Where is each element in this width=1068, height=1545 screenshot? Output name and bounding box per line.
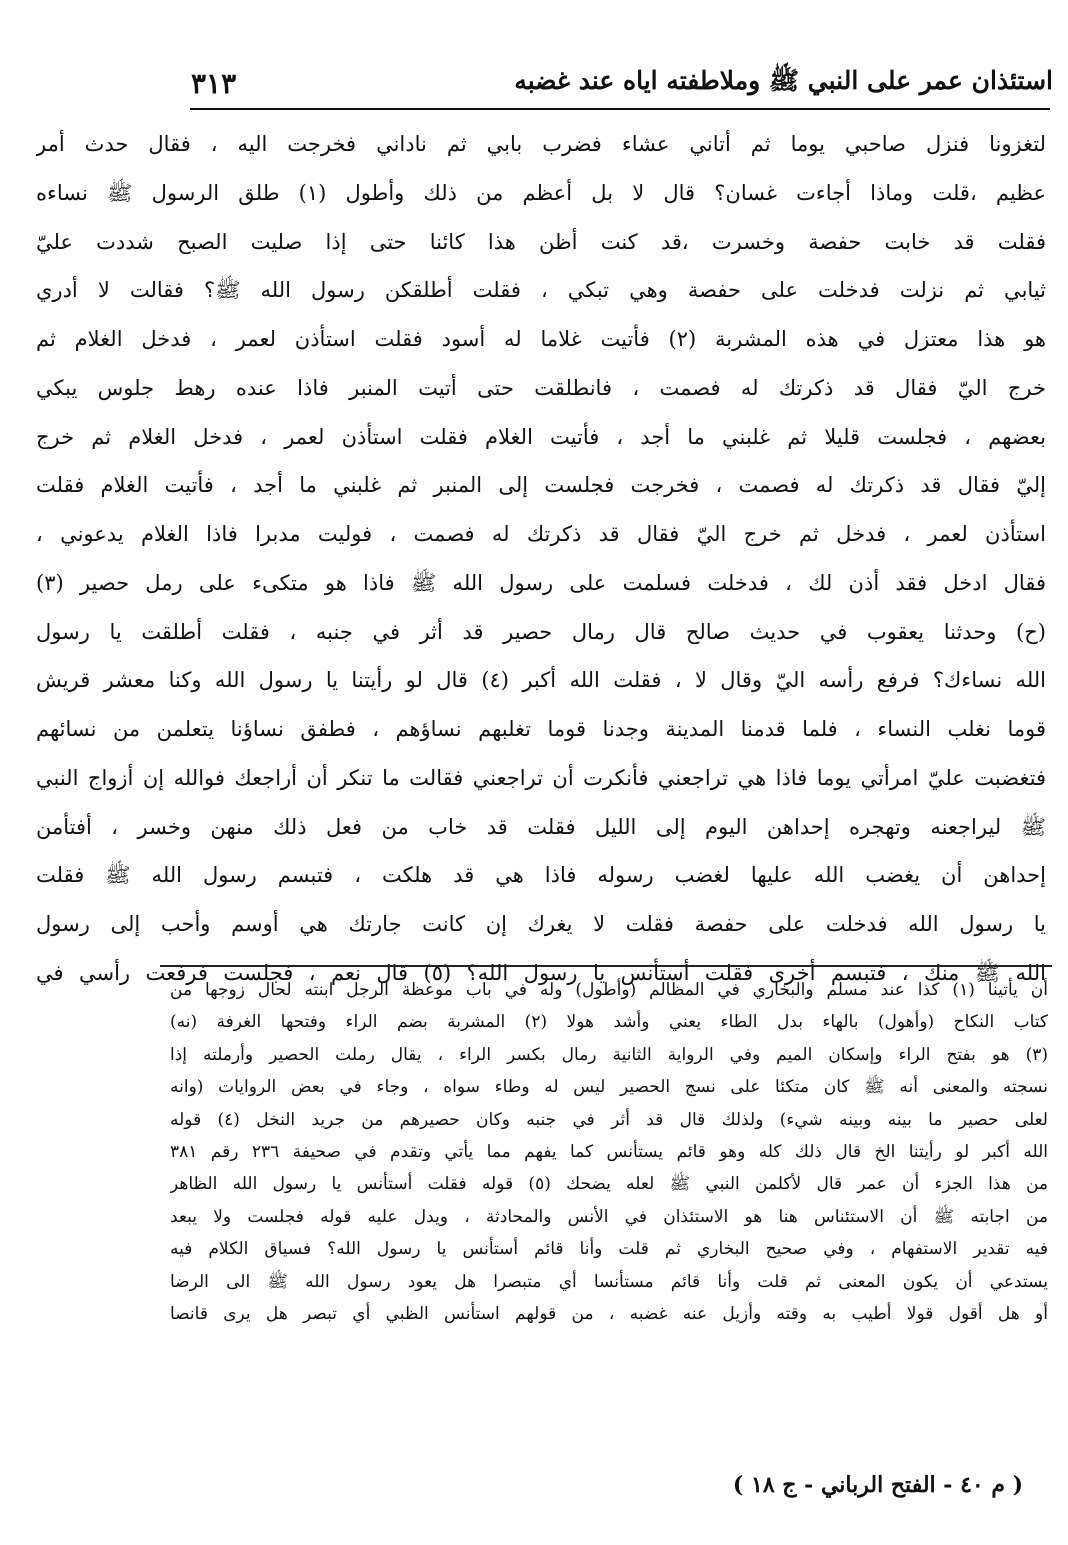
text-line: ﷺ ليراجعنه وتهجره إحداهن اليوم إلى الليل فقلت قد خاب من فعل ذلك منهن وخسر ، أفتأمن [36, 814, 1046, 839]
footnote-line: أو هل أقول قولا أطيب به وقته وأزيل عنه غضبه ، من قولهم استأنس الظبي أي تبصر هل يرى قانصا [170, 1303, 1048, 1324]
text-line: إليّ فقال قد ذكرتك له فصمت ، فخرجت فجلست إلى المنبر ثم غلبني ما أجد ، فأتيت الغلام فقلت [36, 473, 1046, 498]
text-line: استأذن لعمر ، فدخل ثم خرج اليّ فقال قد ذكرتك له فصمت ، فوليت مدبرا فاذا الغلام يدعوني ، [36, 522, 1046, 546]
page-number: ٣١٣ [191, 66, 237, 100]
page-header [185, 56, 1053, 110]
text-line: فقلت قد خابت حفصة وخسرت ،قد كنت أظن هذا كائنا حتى إذا صليت الصبح شددت عليّ [36, 229, 1046, 254]
footnote-line: فيه تقدير الاستفهام ، وفي صحيح البخاري ثم قلت وأنا قائم أستأنس يا رسول الله؟ فسياق الكلام فيه [170, 1239, 1048, 1260]
footnote-line: (٣) هو بفتح الراء وإسكان الميم وفي الرواية الثانية رمال بكسر الراء ، يقال رملت الحصير وأرملته إذا [170, 1044, 1048, 1065]
text-line: لتغزونا فنزل صاحبي يوما ثم أتاني عشاء فضرب بابي ثم ناداني فخرجت اليه ، فقال حدث أمر [36, 132, 1046, 156]
footnote-line: يستدعي أن يكون المعنى ثم قلت وأنا قائم مستأنسا أي متبصرا هل يعود رسول الله ﷺ الى الرضا [170, 1271, 1048, 1292]
text-line: فقال ادخل فقد أذن لك ، فدخلت فسلمت على رسول الله ﷺ فاذا هو متكىء على رمل حصير (٣) [36, 570, 1046, 595]
main-text [36, 120, 1046, 998]
text-line: الله ﷺ منك ، فتبسم أخرى فقلت أستأنس يا رسول الله؟ (٥) قال نعم ، فجلست فرفعت رأسي في [36, 960, 1046, 985]
text-line: قوما نغلب النساء ، فلما قدمنا المدينة وجدنا قوما تغلبهم نساؤهم ، فطفق نساؤنا يتعلمن من نسائهم [36, 717, 1046, 741]
footnote-line: من اجابته ﷺ أن الاستئناس هنا هو الاستئذان في الأنس والمحادثة ، ويدل عليه قوله فجلست ولا يبعد [170, 1206, 1048, 1227]
signature-mark: ( م ٤٠ - الفتح الرباني - ج ١٨ ) [732, 1472, 1024, 1498]
text-line: هو هذا معتزل في هذه المشربة (٢) فأتيت غلاما له أسود فقلت استأذن لعمر ، فدخل الغلام ثم [36, 327, 1046, 351]
footnote-line: الله أكبر لو رأيتنا الخ قال ذلك كله وهو قائم يستأنس كما يفهم مما يأتي وتقدم في صحيفة ٢٣٦ رقم ٣٨١ [170, 1141, 1048, 1162]
text-line: الله نساءك؟ فرفع رأسه اليّ وقال لا ، فقلت الله أكبر (٤) قال لو رأيتنا يا رسول الله وكنا معشر قريش [36, 668, 1046, 693]
text-line: خرج اليّ فقال قد ذكرتك له فصمت ، فانطلقت حتى أتيت المنبر فاذا عنده رهط جلوس يبكي [36, 375, 1046, 400]
text-line: (ح) وحدثنا يعقوب في حديث صالح قال رمال حصير قد أثر في جنبه ، فقلت أطلقت يا رسول [36, 619, 1046, 644]
text-line: بعضهم ، فجلست قليلا ثم غلبني ما أجد ، فأتيت الغلام فقلت استأذن لعمر ، فدخل الغلام ثم خرج [36, 424, 1046, 449]
footnote-line: كتاب النكاح (وأهول) بالهاء بدل الطاء يعني وأشد هولا (٢) المشربة بضم الراء وفتحها الغرفة (نه) [170, 1012, 1048, 1033]
running-title: استئذان عمر على النبي ﷺ وملاطفته اياه عند غضبه [514, 65, 1053, 95]
text-line: عظيم ،قلت وماذا أجاءت غسان؟ قال لا بل أعظم من ذلك وأطول (١) طلق الرسول ﷺ نساءه [36, 180, 1046, 205]
footnote-separator [160, 965, 1052, 967]
footnote-line: من هذا الجزء أن عمر قال لأكلمن النبي ﷺ لعله يضحك (٥) قوله فقلت أستأنس يا رسول الله الظاهر [170, 1174, 1048, 1195]
header-rule [190, 108, 1050, 110]
footnotes [170, 974, 1048, 1330]
footnote-line: أن يأتينا (١) كذا عند مسلم والبخاري في المظالم (وأطول) وله في باب موعظة الرجل ابنته لحال زوجها من [170, 980, 1048, 1000]
footnote-line: نسجته والمعنى أنه ﷺ كان متكئا على نسج الحصير ليس له وطاء سواه ، وجاء في بعض الروايات (وانه [170, 1077, 1048, 1098]
footnote-line: لعلى حصير ما بينه وبينه شيء) ولذلك قال قد أثر في جنبه وكان حصيرهم من جريد النخل (٤) قوله [170, 1109, 1048, 1130]
text-line: يا رسول الله فدخلت على حفصة فقلت لا يغرك إن كانت جارتك هي أوسم وأحب إلى رسول [36, 912, 1046, 936]
text-line: إحداهن أن يغضب الله عليها لغضب رسوله فاذا هي قد هلكت ، فتبسم رسول الله ﷺ فقلت [36, 863, 1046, 888]
text-line: ثيابي ثم نزلت فدخلت على حفصة وهي تبكي ، فقلت أطلقكن رسول الله ﷺ؟ فقالت لا أدري [36, 278, 1046, 303]
text-line: فتغضبت عليّ امرأتي يوما فاذا هي تراجعني فأنكرت أن تراجعني فقالت ما تنكر أن أراجعك فوالله إن أزواج النبي [36, 765, 1046, 790]
